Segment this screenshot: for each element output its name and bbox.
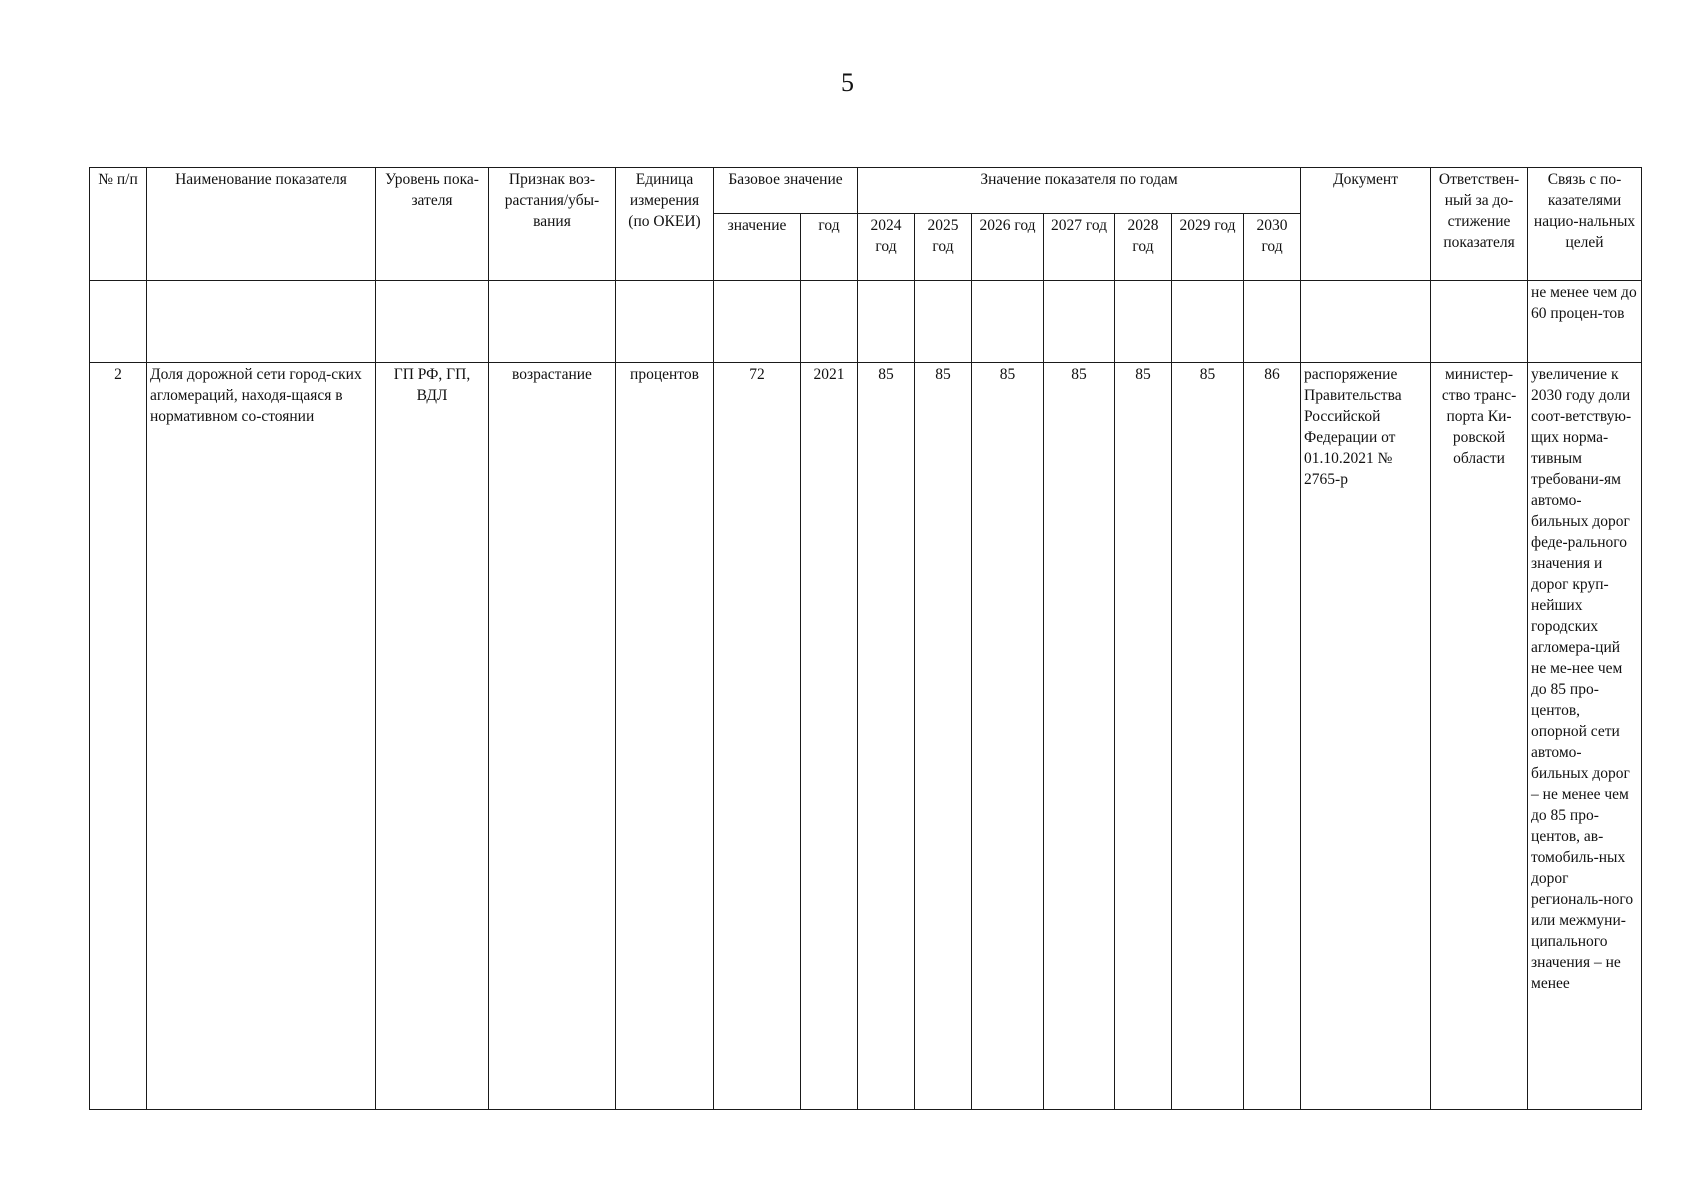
cell-num: 2 <box>90 363 147 1110</box>
cell-empty <box>714 281 801 363</box>
cell-empty <box>801 281 858 363</box>
cell-empty <box>1244 281 1301 363</box>
cell-empty <box>1301 281 1431 363</box>
cell-base-year: 2021 <box>801 363 858 1110</box>
header-trend: Признак воз-растания/убы-вания <box>489 168 616 281</box>
cell-value-2027: 85 <box>1044 363 1115 1110</box>
cell-empty <box>376 281 489 363</box>
cell-unit: процентов <box>616 363 714 1110</box>
header-year-2028: 2028 год <box>1115 214 1172 281</box>
header-name: Наименование показателя <box>147 168 376 281</box>
header-year-2024: 2024 год <box>858 214 915 281</box>
cell-name: Доля дорожной сети город-ских агломераций, находя-щаяся в нормативном со-стоянии <box>147 363 376 1110</box>
cell-value-2028: 85 <box>1115 363 1172 1110</box>
cell-empty <box>147 281 376 363</box>
cell-empty <box>1044 281 1115 363</box>
cell-empty <box>972 281 1044 363</box>
cell-links-continuation: не менее чем до 60 процен-тов <box>1528 281 1642 363</box>
cell-value-2030: 86 <box>1244 363 1301 1110</box>
header-year-2026: 2026 год <box>972 214 1044 281</box>
header-responsible: Ответствен-ный за до-стижение показателя <box>1431 168 1528 281</box>
header-year-2029: 2029 год <box>1172 214 1244 281</box>
cell-empty <box>1115 281 1172 363</box>
cell-base-value: 72 <box>714 363 801 1110</box>
cell-value-2029: 85 <box>1172 363 1244 1110</box>
cell-empty <box>1172 281 1244 363</box>
header-by-years: Значение показателя по годам <box>858 168 1301 214</box>
header-year-2027: 2027 год <box>1044 214 1115 281</box>
header-links: Связь с по-казателями нацио-нальных целей <box>1528 168 1642 281</box>
cell-value-2026: 85 <box>972 363 1044 1110</box>
header-base-value: значение <box>714 214 801 281</box>
cell-trend: возрастание <box>489 363 616 1110</box>
cell-document: распоряжение Правительства Российской Федерации от 01.10.2021 № 2765-р <box>1301 363 1431 1110</box>
cell-value-2024: 85 <box>858 363 915 1110</box>
header-document: Документ <box>1301 168 1431 281</box>
cell-level: ГП РФ, ГП, ВДЛ <box>376 363 489 1110</box>
table-row <box>90 363 1642 1110</box>
page-number: 5 <box>841 68 854 97</box>
indicators-table <box>89 167 1642 1110</box>
header-num: № п/п <box>90 168 147 281</box>
cell-empty <box>915 281 972 363</box>
cell-empty <box>489 281 616 363</box>
header-base-year: год <box>801 214 858 281</box>
cell-value-2025: 85 <box>915 363 972 1110</box>
cell-responsible: министер-ство транс-порта Ки-ровской области <box>1431 363 1528 1110</box>
header-base: Базовое значение <box>714 168 858 214</box>
cell-links: увеличение к 2030 году доли соот-ветствую-щих норма-тивным требовани-ям автомо-бильных дорог феде-рального значения и дорог круп-нейших городских агломера-ций не ме-нее чем до 85 про-центов, опорной сети автомо-бильных дорог – не менее чем до 85 про-центов, ав-томобиль-ных дорог региональ-ного или межмуни-ципального значения – не менее <box>1528 363 1642 1110</box>
table-row-continuation <box>90 281 1642 363</box>
cell-empty <box>90 281 147 363</box>
cell-empty <box>858 281 915 363</box>
cell-empty <box>616 281 714 363</box>
cell-empty <box>1431 281 1528 363</box>
header-level: Уровень пока-зателя <box>376 168 489 281</box>
header-year-2030: 2030 год <box>1244 214 1301 281</box>
header-unit: Единица измерения (по ОКЕИ) <box>616 168 714 281</box>
header-year-2025: 2025 год <box>915 214 972 281</box>
